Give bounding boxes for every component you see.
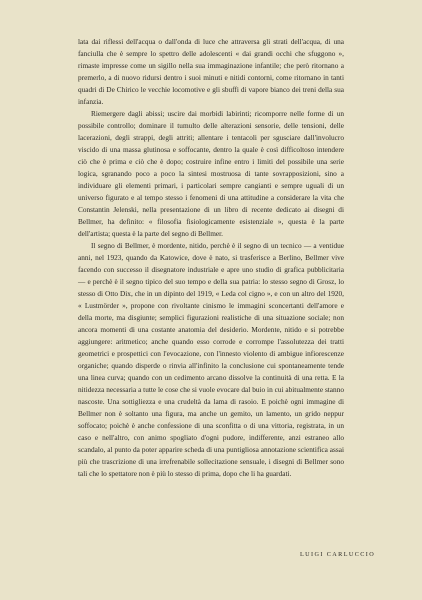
paragraph-2: Riemergere dagli abissi; uscire dai morbidi labirinti; ricomporre nelle forme di un possibile controllo; dominare il tumulto delle alterazioni sensorie, delle tensioni, delle lacerazioni, degli strappi, degli attriti; allentare i tentacoli per sgusciare dall'involucro viscido di una massa glutinosa e soffocante, dentro la quale è così difficoltoso intendere ciò che è prima e ciò che è dopo; costruire infine entro i limiti del possibile una serie logica, sgranando poco a poco la sintesi mostruosa di tante sovrapposizioni, sino a individuare gli elementi primari, i particolari sempre cangianti e sempre uguali di un universo figurato e al tempo stesso i fenomeni di una attitudine a considerare la vita che Constantin Jelenski, nella presentazione di un libro di recente dedicato ai disegni di Bellmer, ha definito: « filosofia fisiologicamente esistenziale », questa è la parte dell'artista; questa è la parte del segno di Bellmer.: [78, 109, 344, 238]
paragraph-3: Il segno di Bellmer, è mordente, nitido, perchè è il segno di un tecnico — a ventidue anni, nel 1923, quando da Katowice, dove è nato, si trasferisce a Berlino, Bellmer vive facendo con successo il disegnatore industriale e apre uno studio di grafica pubblicitaria — e perchè è il segno tipico del suo tempo e della sua patria: lo stesso segno di Grosz, lo stesso di Otto Dix, che in un dipinto del 1919, « Leda col cigno », e con un altro del 1920, « Lustmörder », propone con rivoltante cinismo le immagini sconcertanti dell'amore e della morte, ma disgiunte; semplici figurazioni realistiche di una situazione sociale; non ancora momenti di una costante anatomia del desiderio. Mordente, nitido e si potrebbe aggiungere: aritmetico; anche quando esso corrode e corrompe l'assolutezza dei tratti geometrici e prospettici con l'evocazione, con l'innesto violento di ambigue infiorescenze organiche; quando disperde o rinvia all'infinito la conclusione cui spontaneamente tende una linea curva; quando con un cedimento arcano dissolve la continuità di una retta. E la nitidezza necessaria a tutte le cose che si vuole evocare dal buio in cui abitualmente stanno nascoste. Una sottigliezza e una crudeltà da lama di rasoio. E poichè ogni immagine di Bellmer non è soltanto una figura, ma anche un gemito, un lamento, un grido neppur soffocato; poichè è anche confessione di una sconfitta o di una vittoria, registrata, in un caso e nell'altro, con animo spogliato d'ogni pudore, indifferente, anzi estraneo allo scandalo, al punto da poter apparire scheda di una puntigliosa annotazione scientifica assai più che trascrizione di una irrefrenabile sollecitazione sensuale, i disegni di Bellmer sono tali che lo spettatore non è più lo stesso di prima, dopo che li ha guardati.: [78, 241, 344, 478]
paragraph-1: lata dai riflessi dell'acqua o dall'onda di luce che attraversa gli strati dell'acqua, di una fanciulla che è sempre lo spettro delle adolescenti « dai grandi occhi che sfuggono », rimaste impresse come un sigillo nella sua immaginazione infantile; che però ritornano a premerlo, a di nuovo ridursi dentro i suoi minuti e nitidi contorni, come ritornano in tanti quadri di De Chirico le vecchie locomotive e gli sbuffi di vapore bianco dei treni della sua infanzia.: [78, 37, 344, 106]
author-signature: LUIGI CARLUCCIO: [300, 551, 376, 558]
essay-text: [78, 36, 344, 480]
